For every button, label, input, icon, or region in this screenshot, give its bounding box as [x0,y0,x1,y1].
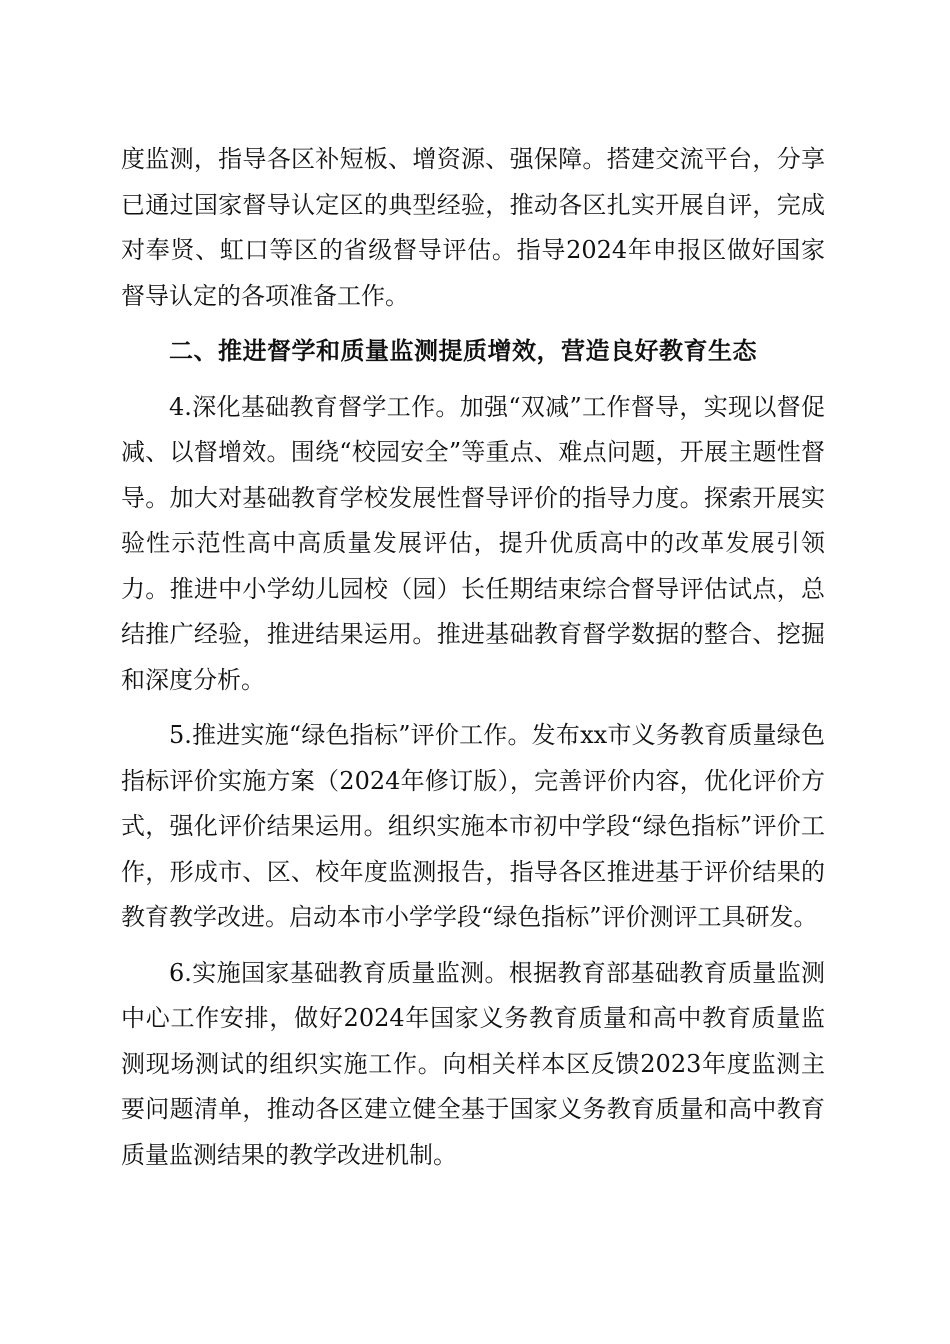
paragraph-item-5: 5.推进实施“绿色指标”评价工作。发布xx市义务教育质量绿色指标评价实施方案（2024年修订版），完善评价内容，优化评价方式，强化评价结果运用。组织实施本市初中学段“绿色指标”评价工作，形成市、区、校年度监测报告，指导各区推进基于评价结果的教育教学改进。启动本市小学学段“绿色指标”评价测评工具研发。 [121,721,825,931]
section-heading: 二、推进督学和质量监测提质增效，营造良好教育生态 [169,337,757,365]
paragraph-continued: 度监测，指导各区补短板、增资源、强保障。搭建交流平台，分享已通过国家督导认定区的典型经验，推动各区扎实开展自评，完成对奉贤、虹口等区的省级督导评估。指导2024年申报区做好国家督导认定的各项准备工作。 [121,145,825,310]
document-body [121,137,825,1188]
paragraph-item-4: 4.深化基础教育督学工作。加强“双减”工作督导，实现以督促减、以督增效。围绕“校园安全”等重点、难点问题，开展主题性督导。加大对基础教育学校发展性督导评价的指导力度。探索开展实验性示范性高中高质量发展评估，提升优质高中的改革发展引领力。推进中小学幼儿园校（园）长任期结束综合督导评估试点，总结推广经验，推进结果运用。推进基础教育督学数据的整合、挖掘和深度分析。 [121,392,825,694]
paragraph-item-6: 6.实施国家基础教育质量监测。根据教育部基础教育质量监测中心工作安排，做好2024年国家义务教育质量和高中教育质量监测现场测试的组织实施工作。向相关样本区反馈2023年度监测主要问题清单，推动各区建立健全基于国家义务教育质量和高中教育质量监测结果的教学改进机制。 [121,958,825,1169]
